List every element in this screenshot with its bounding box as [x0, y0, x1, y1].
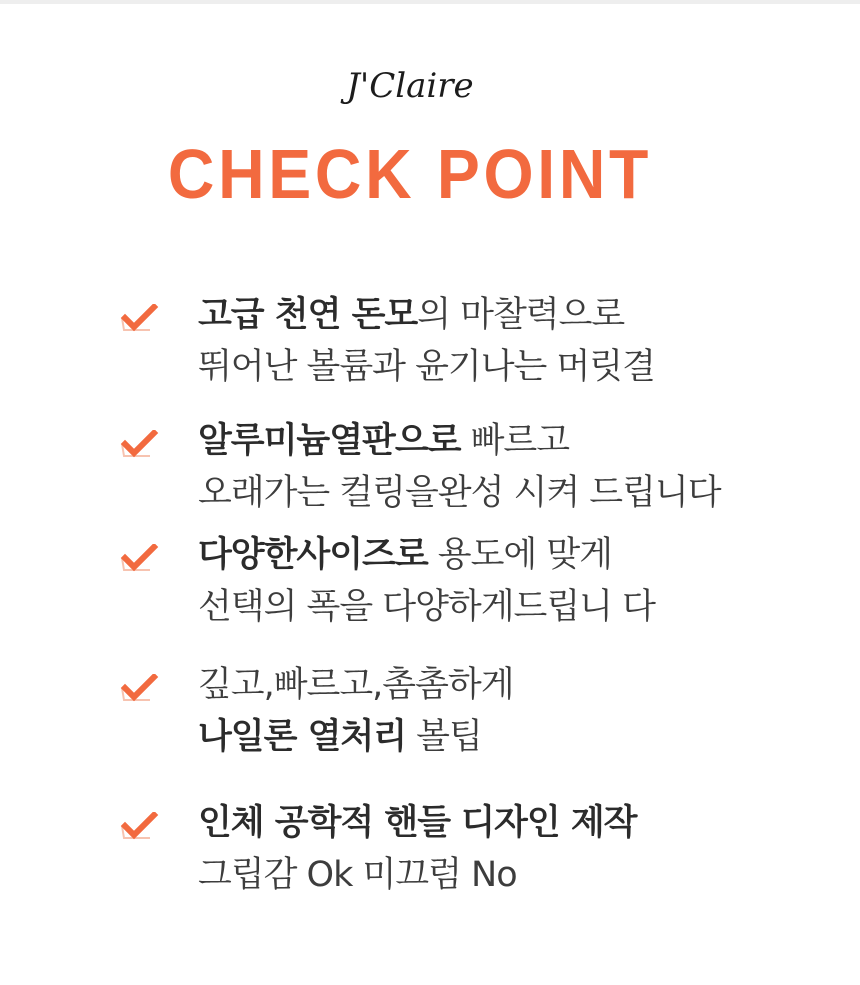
point-line2-text: 뛰어난 볼륨과 윤기나는 머릿결: [198, 347, 655, 387]
checkmark-icon: [120, 430, 160, 460]
check-point-text: [198, 798, 818, 902]
checkmark-icon: [120, 544, 160, 574]
point-line1-text: 의 마찰력으로: [417, 295, 625, 335]
check-point-text: [198, 416, 818, 520]
point-line2-text: 선택의 폭을 다양하게드립니 다: [198, 587, 655, 627]
point-line2-text: 오래가는 컬링을완성 시켜 드립니다: [198, 473, 721, 513]
brand-logo-text: J'Claire: [346, 66, 474, 106]
point-line1-text: 빠르고: [460, 421, 570, 461]
check-point-text: [198, 530, 818, 634]
point-line1-bold: 고급 천연 돈모: [198, 295, 418, 335]
top-divider: [0, 0, 860, 4]
page-title: CHECK POINT: [167, 135, 653, 213]
check-point-text: [198, 660, 818, 764]
checkmark-icon: [120, 674, 160, 704]
point-line2-text: 볼팁: [406, 717, 482, 757]
checkmark-icon: [120, 812, 160, 842]
checkmark-icon: [120, 304, 160, 334]
point-line2-text: 그립감 Ok 미끄럼 No: [198, 855, 517, 895]
check-point-text: [198, 290, 818, 394]
point-line2-bold: 나일론 열처리: [198, 717, 407, 757]
point-line1-text: 용도에 맞게: [427, 535, 612, 575]
point-line1-text: 깊고,빠르고,촘촘하게: [198, 665, 514, 705]
point-line1-bold: 다양한사이즈로: [198, 535, 428, 575]
point-line1-bold: 알루미늄열판으로: [198, 421, 461, 461]
brand-logo: [0, 66, 820, 106]
point-line1-bold: 인체 공학적 핸들 디자인 제작: [198, 803, 637, 843]
